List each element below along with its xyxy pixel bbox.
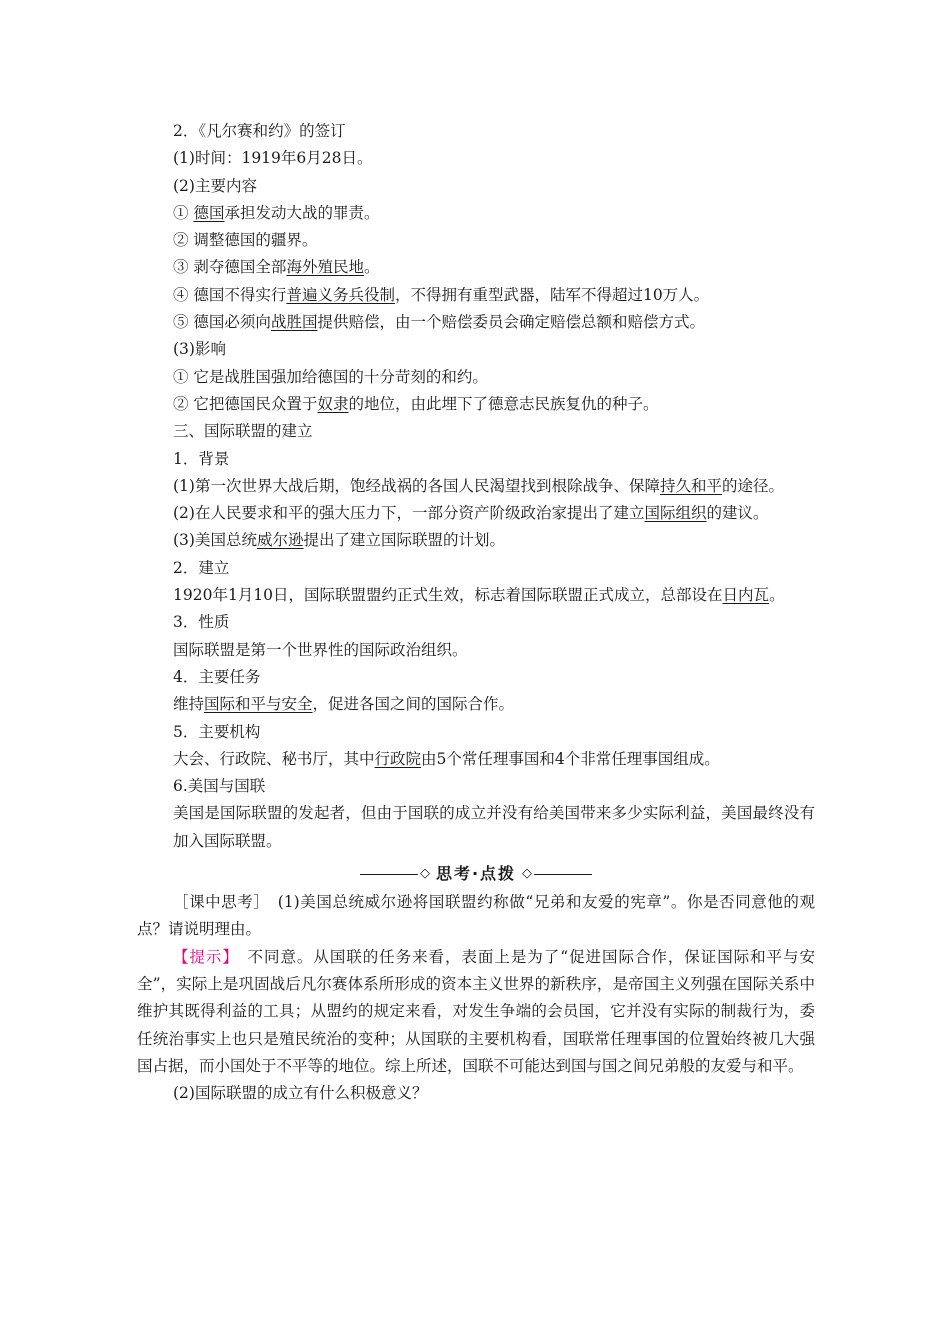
text: ③ 剥夺德国全部 [173, 258, 287, 277]
text: (1)第一次世界大战后期，饱经战祸的各国人民渴望找到根除战争、保障 [173, 476, 660, 495]
text: (3)美国总统 [173, 531, 257, 550]
treaty-content-4 [137, 282, 815, 309]
underlined-term: 威尔逊 [256, 531, 304, 550]
background-2 [137, 500, 815, 527]
underlined-term: 奴隶 [317, 394, 349, 413]
text: 的建议。 [706, 504, 769, 523]
text: 。 [363, 258, 380, 277]
establish-heading: 2．建立 [173, 558, 230, 577]
text: ④ 德国不得实行 [173, 285, 287, 304]
underlined-term: 战胜国 [270, 313, 318, 332]
text: 提出了建立国际联盟的计划。 [303, 531, 505, 550]
treaty-content-heading: (2)主要内容 [173, 176, 257, 195]
diamond-icon: ◇ [419, 866, 430, 882]
text: 。 [769, 586, 785, 605]
think-question-2: (2)国际联盟的成立有什么积极意义？ [173, 1084, 428, 1103]
underlined-term: 国际组织 [644, 504, 707, 523]
league-heading: 三、国际联盟的建立 [173, 422, 313, 441]
text: (2)在人民要求和平的强大压力下，一部分资产阶级政治家提出了建立 [173, 504, 645, 523]
hint-label: 【提示】 [173, 947, 232, 966]
section-title: 思考·点拨 [435, 864, 517, 884]
text: ① [173, 203, 189, 222]
underlined-term: 国际和平与安全 [204, 695, 313, 714]
text: ⑤ 德国必须向 [173, 313, 271, 332]
text: 大会、行政院、秘书厅，其中 [173, 749, 375, 768]
background-3 [137, 527, 815, 554]
underlined-term: 普遍义务兵役制 [286, 285, 395, 304]
treaty-impact-2 [137, 391, 815, 418]
text: 提供赔偿，由一个赔偿委员会确定赔偿总额和赔偿方式。 [317, 313, 705, 332]
treaty-impact-1: ① 它是战胜国强加给德国的十分苛刻的和约。 [173, 367, 488, 386]
think-answer-1 [137, 944, 815, 1080]
text: ② 它把德国民众置于 [173, 394, 318, 413]
treaty-content-2: ② 调整德国的疆界。 [173, 231, 318, 250]
nature-heading: 3．性质 [173, 613, 230, 632]
divider-line-right [534, 874, 592, 875]
text: 维持 [173, 695, 205, 714]
background-1 [137, 473, 815, 500]
treaty-heading: 2．《凡尔赛和约》的签订 [173, 122, 346, 140]
think-question-1: ［课中思考］ (1)美国总统威尔逊将国联盟约称做“兄弟和友爱的宪章”。你是否同意他的观点？请说明理由。 [137, 893, 815, 939]
text: 承担发动大战的罪责。 [224, 203, 380, 222]
diamond-icon: ◇ [522, 866, 533, 882]
underlined-term: 海外殖民地 [286, 258, 364, 277]
text: 的地位，由此埋下了德意志民族复仇的种子。 [348, 394, 659, 413]
text: ，不得拥有重型武器，陆军不得超过10万人。 [394, 285, 710, 304]
underlined-term: 行政院 [374, 749, 422, 768]
treaty-impact-heading: (3)影响 [173, 340, 226, 359]
treaty-content-1 [137, 200, 815, 227]
underlined-term: 日内瓦 [722, 586, 770, 605]
establish-text [137, 582, 815, 609]
underlined-term: 德国 [193, 203, 225, 222]
text: 1920年1月10日，国际联盟盟约正式生效，标志着国际联盟正式成立，总部设在 [173, 586, 723, 605]
task-text [137, 691, 815, 718]
treaty-content-5 [137, 309, 815, 336]
treaty-content-3 [137, 254, 815, 281]
organ-heading: 5．主要机构 [173, 722, 261, 741]
task-heading: 4．主要任务 [173, 667, 261, 686]
organ-text [137, 746, 815, 773]
text: 由5个常任理事国和4个非常任理事国组成。 [421, 749, 720, 768]
document-body [137, 118, 815, 1107]
section-divider [137, 861, 815, 887]
divider-line-left [360, 874, 418, 875]
text: 不同意。从国联的任务来看，表面上是为了“促进国际合作，保证国际和平与安全”，实际上是巩固战后凡尔赛体系所形成的资本主义世界的新秩序，是帝国主义列强在国际关系中维护其既得利益的工具；从盟约的规定来看，对发生争端的会员国，它并没有实际的制裁行为，委任统治事实上也只是殖民统治的变种；从国联的主要机构看，国联常任理事国的位置始终被几大强国占据，而小国处于不平等的地位。综上所述，国联不可能达到国与国之间兄弟般的友爱与和平。 [137, 947, 815, 1075]
us-league-heading: 6.美国与国联 [173, 777, 266, 796]
text: 的途径。 [721, 476, 784, 495]
background-heading: 1．背景 [173, 449, 230, 468]
underlined-term: 持久和平 [659, 476, 722, 495]
nature-text: 国际联盟是第一个世界性的国际政治组织。 [173, 640, 468, 659]
treaty-time: (1)时间：1919年6月28日。 [173, 149, 373, 168]
us-league-text: 美国是国际联盟的发起者，但由于国联的成立并没有给美国带来多少实际利益，美国最终没有加入国际联盟。 [173, 804, 815, 850]
text: ，促进各国之间的国际合作。 [312, 695, 515, 714]
